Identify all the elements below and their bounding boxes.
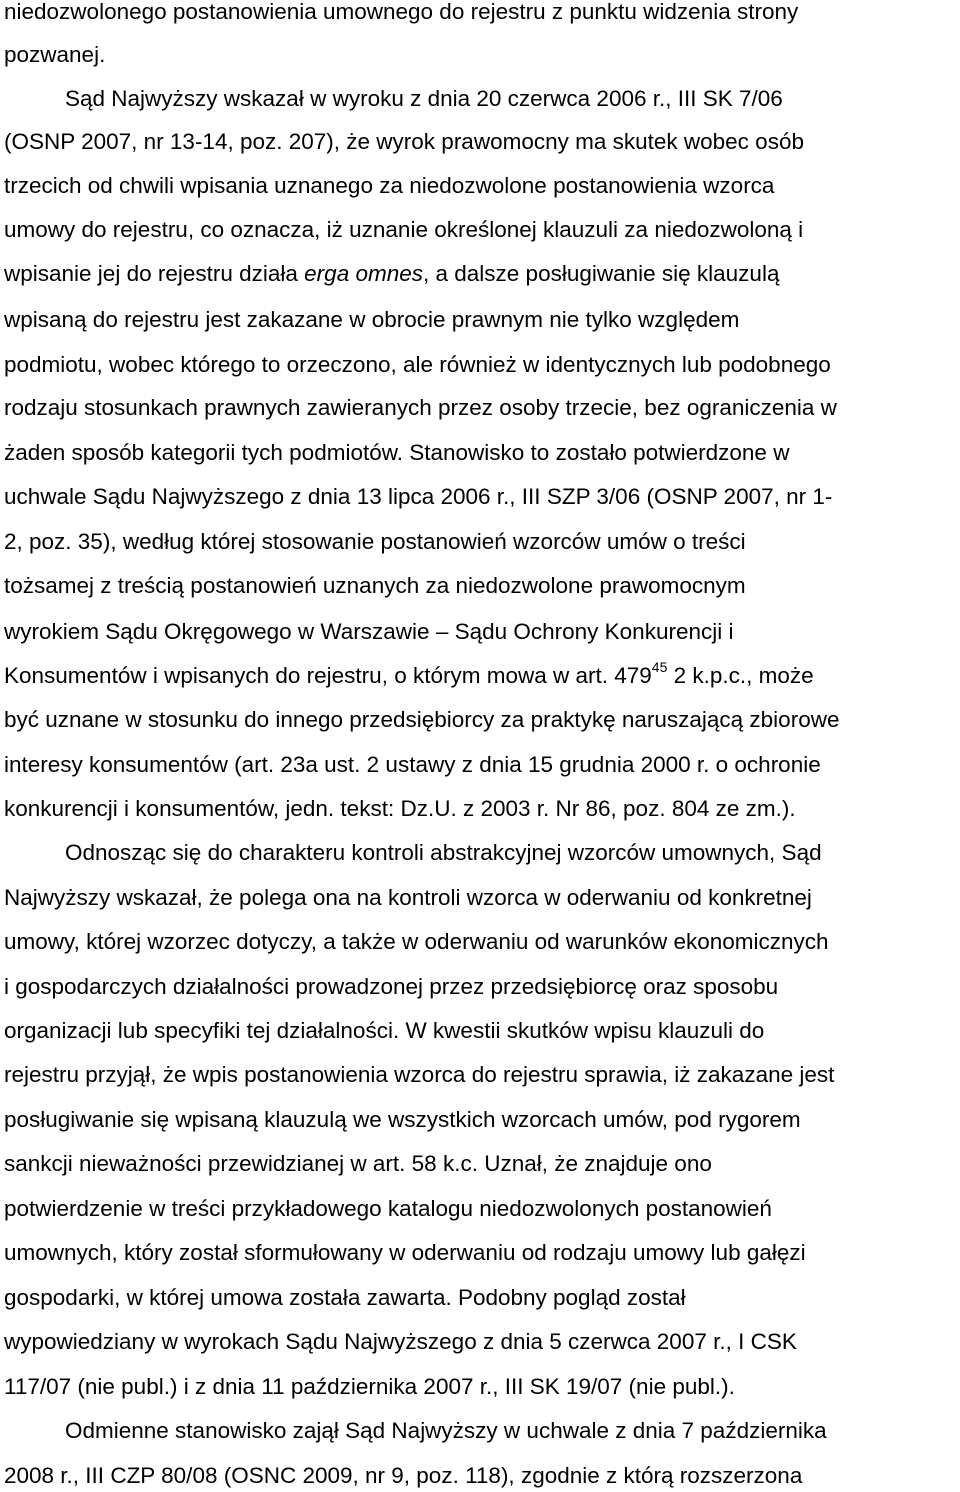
text-line: sankcji nieważności przewidzianej w art. 58 k.c. Uznał, że znajduje ono xyxy=(4,1151,712,1176)
text-line xyxy=(4,259,779,289)
text-line: rodzaju stosunkach prawnych zawieranych przez osoby trzecie, bez ograniczenia w xyxy=(4,395,837,420)
superscript: 45 xyxy=(651,658,668,675)
text-line: żaden sposób kategorii tych podmiotów. Stanowisko to zostało potwierdzone w xyxy=(4,440,790,465)
text-line: Najwyższy wskazał, że polega ona na kontroli wzorca w oderwaniu od konkretnej xyxy=(4,885,812,910)
text-line: wyrokiem Sądu Okręgowego w Warszawie – Sądu Ochrony Konkurencji i xyxy=(4,619,734,644)
text-line: 2, poz. 35), według której stosowanie postanowień wzorców umów o treści xyxy=(4,529,746,554)
text-line: umownych, który został sformułowany w oderwaniu od rodzaju umowy lub gałęzi xyxy=(4,1240,806,1265)
text-line: interesy konsumentów (art. 23a ust. 2 ustawy z dnia 15 grudnia 2000 r. o ochronie xyxy=(4,752,821,777)
text-line: pozwanej. xyxy=(4,42,106,67)
text-line: Odnosząc się do charakteru kontroli abstrakcyjnej wzorców umownych, Sąd xyxy=(65,840,822,865)
text-line: niedozwolonego postanowienia umownego do rejestru z punktu widzenia strony xyxy=(4,0,799,24)
text-line: umowy do rejestru, co oznacza, iż uznanie określonej klauzuli za niedozwoloną i xyxy=(4,217,804,242)
text-line: posługiwanie się wpisaną klauzulą we wszystkich wzorcach umów, pod rygorem xyxy=(4,1107,801,1132)
text-line: być uznane w stosunku do innego przedsiębiorcy za praktykę naruszającą zbiorowe xyxy=(4,707,840,732)
text-run: 2 k.p.c., może xyxy=(667,663,814,688)
text-line: rejestru przyjął, że wpis postanowienia wzorca do rejestru sprawia, iż zakazane jest xyxy=(4,1062,835,1087)
text-line: gospodarki, w której umowa została zawarta. Podobny pogląd został xyxy=(4,1285,686,1310)
text-line: Sąd Najwyższy wskazał w wyroku z dnia 20 czerwca 2006 r., III SK 7/06 xyxy=(65,86,783,111)
text-line: organizacji lub specyfiki tej działalności. W kwestii skutków wpisu klauzuli do xyxy=(4,1018,765,1043)
text-line: tożsamej z treścią postanowień uznanych za niedozwolone prawomocnym xyxy=(4,573,746,598)
text-line: podmiotu, wobec którego to orzeczono, ale również w identycznych lub podobnego xyxy=(4,352,831,377)
text-line: wpisaną do rejestru jest zakazane w obrocie prawnym nie tylko względem xyxy=(4,307,740,332)
text-line: trzecich od chwili wpisania uznanego za niedozwolone postanowienia wzorca xyxy=(4,173,775,198)
italic-phrase: erga omnes xyxy=(304,261,423,286)
text-line xyxy=(4,658,814,691)
text-run: Konsumentów i wpisanych do rejestru, o którym mowa w art. 479 xyxy=(4,663,652,688)
text-line: konkurencji i konsumentów, jedn. tekst: Dz.U. z 2003 r. Nr 86, poz. 804 ze zm.). xyxy=(4,796,796,821)
text-line: (OSNP 2007, nr 13-14, poz. 207), że wyrok prawomocny ma skutek wobec osób xyxy=(4,129,804,154)
text-line: Odmienne stanowisko zajął Sąd Najwyższy w uchwale z dnia 7 października xyxy=(65,1418,827,1443)
text-run: , a dalsze posługiwanie się klauzulą xyxy=(423,261,780,286)
text-line: 2008 r., III CZP 80/08 (OSNC 2009, nr 9, poz. 118), zgodnie z którą rozszerzona xyxy=(4,1463,803,1488)
text-line: uchwale Sądu Najwyższego z dnia 13 lipca 2006 r., III SZP 3/06 (OSNP 2007, nr 1- xyxy=(4,484,833,509)
text-line: i gospodarczych działalności prowadzonej przez przedsiębiorcę oraz sposobu xyxy=(4,974,779,999)
text-run: wpisanie jej do rejestru działa xyxy=(4,261,305,286)
text-line: 117/07 (nie publ.) i z dnia 11 października 2007 r., III SK 19/07 (nie publ.). xyxy=(4,1374,735,1399)
text-line: umowy, której wzorzec dotyczy, a także w oderwaniu od warunków ekonomicznych xyxy=(4,929,829,954)
text-line: potwierdzenie w treści przykładowego katalogu niedozwolonych postanowień xyxy=(4,1196,772,1221)
text-line: wypowiedziany w wyrokach Sądu Najwyższego z dnia 5 czerwca 2007 r., I CSK xyxy=(4,1329,797,1354)
